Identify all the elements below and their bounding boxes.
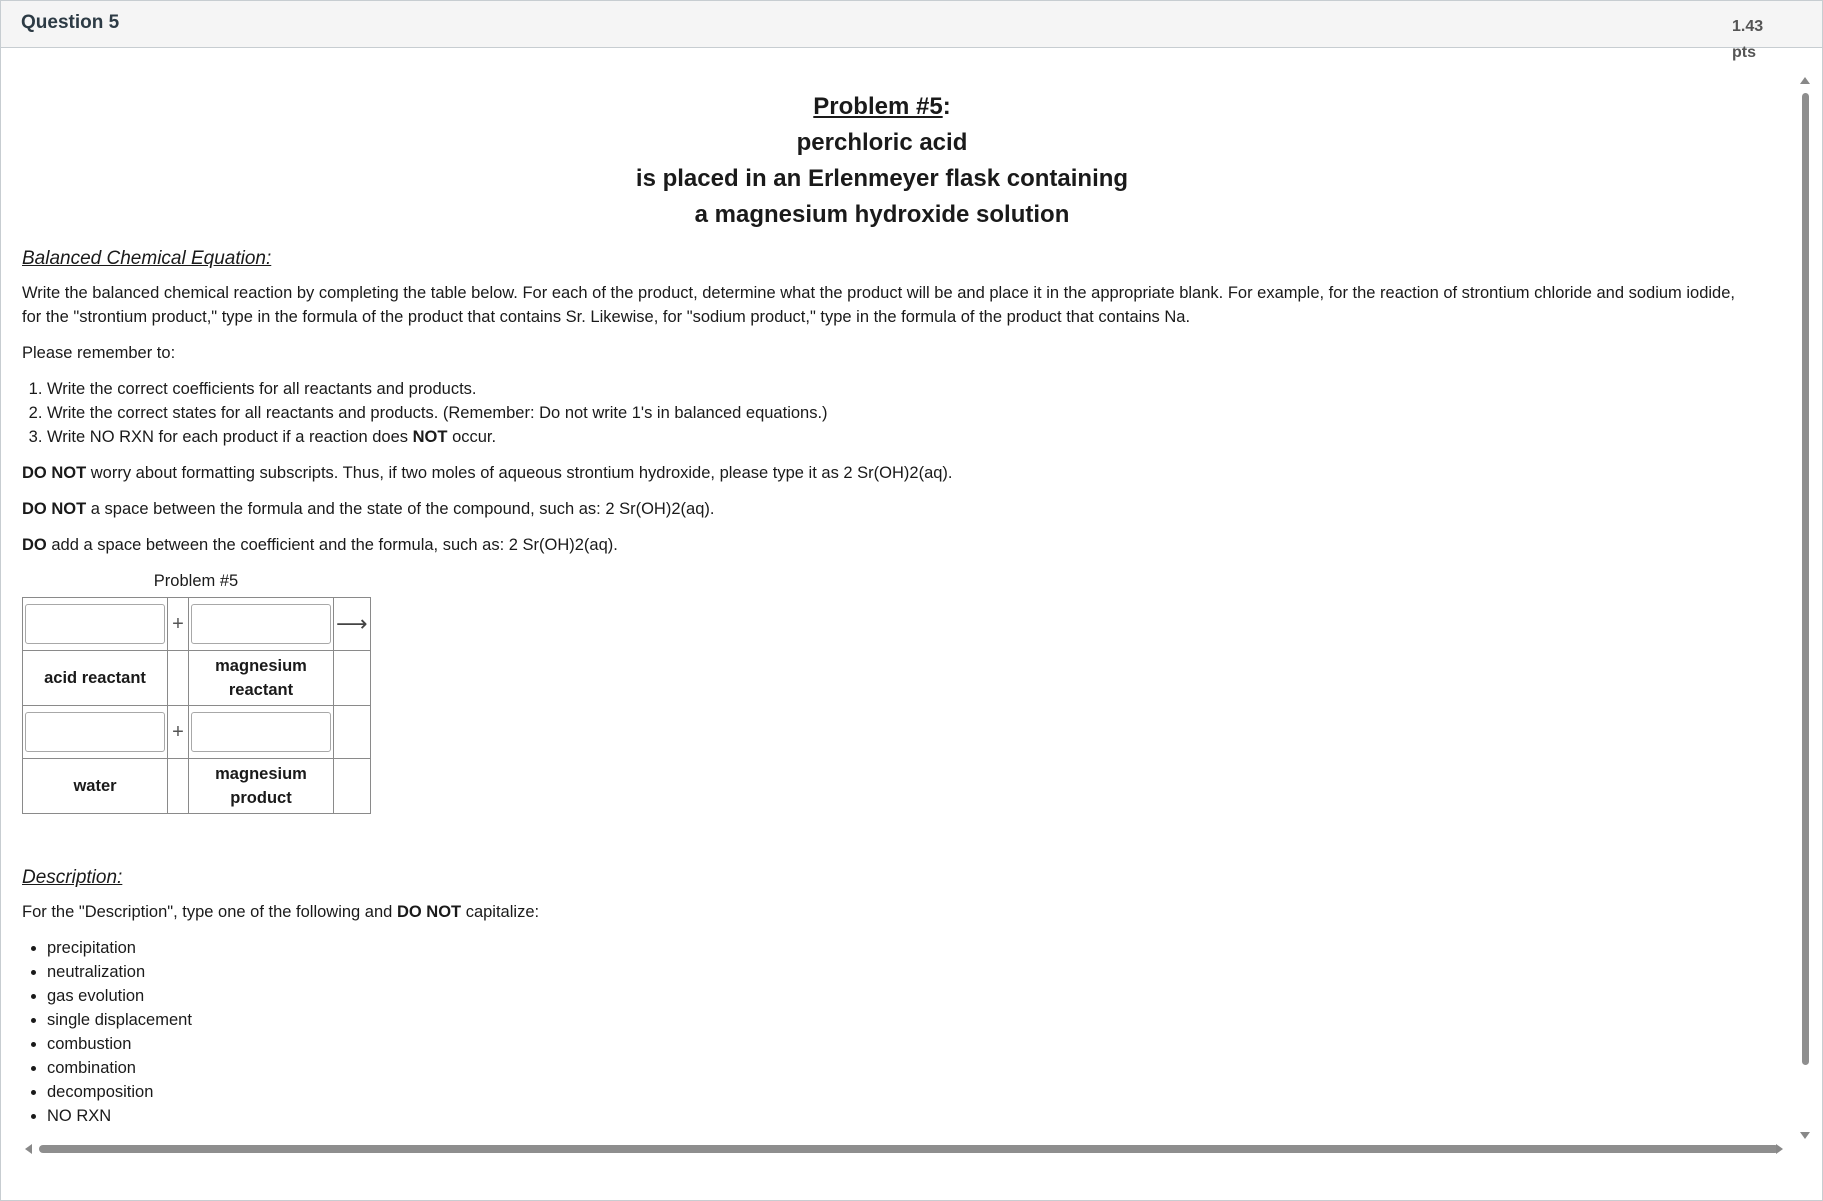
scroll-down-arrow-icon[interactable] bbox=[1800, 1132, 1810, 1139]
problem-colon: : bbox=[942, 93, 951, 120]
equation-table bbox=[22, 597, 371, 814]
list-item: • combustion bbox=[47, 1032, 1742, 1056]
instruction-text: Write NO RXN for each product if a reaction does bbox=[47, 428, 409, 446]
list-item: • NO RXN bbox=[47, 1104, 1742, 1128]
note-emphasis: DO bbox=[22, 536, 47, 554]
equation-table-caption: Problem #5 bbox=[153, 572, 239, 590]
water-input[interactable] bbox=[25, 712, 165, 752]
note-emphasis: DO NOT bbox=[22, 500, 87, 518]
magnesium-product-input[interactable] bbox=[191, 712, 331, 752]
plus-sign: + bbox=[168, 706, 189, 759]
reaction-arrow: ⟶ bbox=[334, 598, 371, 651]
problem-number: Problem #5 bbox=[813, 93, 943, 120]
table-row bbox=[23, 651, 371, 706]
description-emphasis: DO NOT bbox=[396, 903, 462, 921]
balanced-equation-title: Balanced Chemical Equation: bbox=[22, 248, 272, 269]
note-coefficient bbox=[22, 533, 1742, 557]
question-points: 1.43 pts bbox=[1732, 18, 1764, 61]
table-row bbox=[23, 706, 371, 759]
question-content bbox=[22, 48, 1742, 1140]
list-item: • combination bbox=[47, 1056, 1742, 1080]
horizontal-scroll-thumb[interactable] bbox=[39, 1145, 1779, 1153]
instructions-list bbox=[22, 377, 1742, 449]
scroll-left-arrow-icon[interactable] bbox=[25, 1144, 32, 1154]
note-emphasis: DO NOT bbox=[22, 464, 87, 482]
instructions-intro: Write the balanced chemical reaction by completing the table below. For each of the product, determine what the product will be and place it in the appropriate blank. For example, for the reaction of strontium chloride and sodium iodide, for the "strontium product," type in the formula of the product that contains Sr. Likewise, for "sodium product," type in the formula of the product that contains Na. bbox=[22, 284, 1735, 326]
scroll-right-arrow-icon[interactable] bbox=[1776, 1144, 1783, 1154]
problem-headline bbox=[22, 89, 1742, 233]
list-item: • gas evolution bbox=[47, 984, 1742, 1008]
acid-reactant-input[interactable] bbox=[25, 604, 165, 644]
description-options-list bbox=[22, 936, 1742, 1128]
list-item: • precipitation bbox=[47, 936, 1742, 960]
instruction-emphasis: NOT bbox=[412, 428, 448, 446]
description-intro-tail: capitalize: bbox=[465, 903, 540, 921]
vertical-scroll-thumb[interactable] bbox=[1802, 93, 1809, 1065]
question-title: Question 5 bbox=[21, 12, 120, 33]
problem-heading bbox=[22, 89, 1742, 125]
scroll-up-arrow-icon[interactable] bbox=[1800, 77, 1810, 84]
instruction-text-tail: occur. bbox=[452, 428, 497, 446]
question-header bbox=[1, 1, 1822, 61]
note-text: add a space between the coefficient and the formula, such as: 2 Sr(OH)2(aq). bbox=[51, 536, 618, 554]
headline-reactant-2: a magnesium hydroxide solution bbox=[694, 201, 1070, 228]
description-intro bbox=[22, 900, 1742, 924]
note-subscripts bbox=[22, 461, 1742, 485]
list-item: • decomposition bbox=[47, 1080, 1742, 1104]
list-item: • single displacement bbox=[47, 1008, 1742, 1032]
headline-context: is placed in an Erlenmeyer flask containing bbox=[635, 165, 1129, 192]
description-title: Description: bbox=[22, 867, 123, 888]
table-row bbox=[23, 759, 371, 814]
magnesium-product-label: magnesium product bbox=[189, 759, 334, 814]
table-row bbox=[23, 598, 371, 651]
headline-reactant-1: perchloric acid bbox=[796, 129, 968, 156]
acid-reactant-label: acid reactant bbox=[23, 651, 168, 706]
list-item: • neutralization bbox=[47, 960, 1742, 984]
horizontal-scrollbar[interactable] bbox=[25, 1144, 1783, 1154]
magnesium-reactant-label: magnesium reactant bbox=[189, 651, 334, 706]
vertical-scrollbar[interactable] bbox=[1800, 77, 1810, 1139]
question-body-scroll-area[interactable] bbox=[2, 48, 1821, 1153]
remember-label: Please remember to: bbox=[22, 344, 176, 362]
magnesium-reactant-input[interactable] bbox=[191, 604, 331, 644]
instruction-item: 1. Write the correct coefficients for all reactants and products. bbox=[47, 377, 1742, 401]
note-text: worry about formatting subscripts. Thus, if two moles of aqueous strontium hydroxide, please type it as 2 Sr(OH)2(aq). bbox=[90, 464, 953, 482]
water-label: water bbox=[23, 759, 168, 814]
note-text: a space between the formula and the state of the compound, such as: 2 Sr(OH)2(aq). bbox=[90, 500, 715, 518]
instruction-item bbox=[47, 425, 1742, 449]
instruction-item: 2. Write the correct states for all reactants and products. (Remember: Do not write 1's in balanced equations.) bbox=[47, 401, 1742, 425]
plus-sign: + bbox=[168, 598, 189, 651]
note-spacing bbox=[22, 497, 1742, 521]
description-intro-text: For the "Description", type one of the following and bbox=[22, 903, 393, 921]
